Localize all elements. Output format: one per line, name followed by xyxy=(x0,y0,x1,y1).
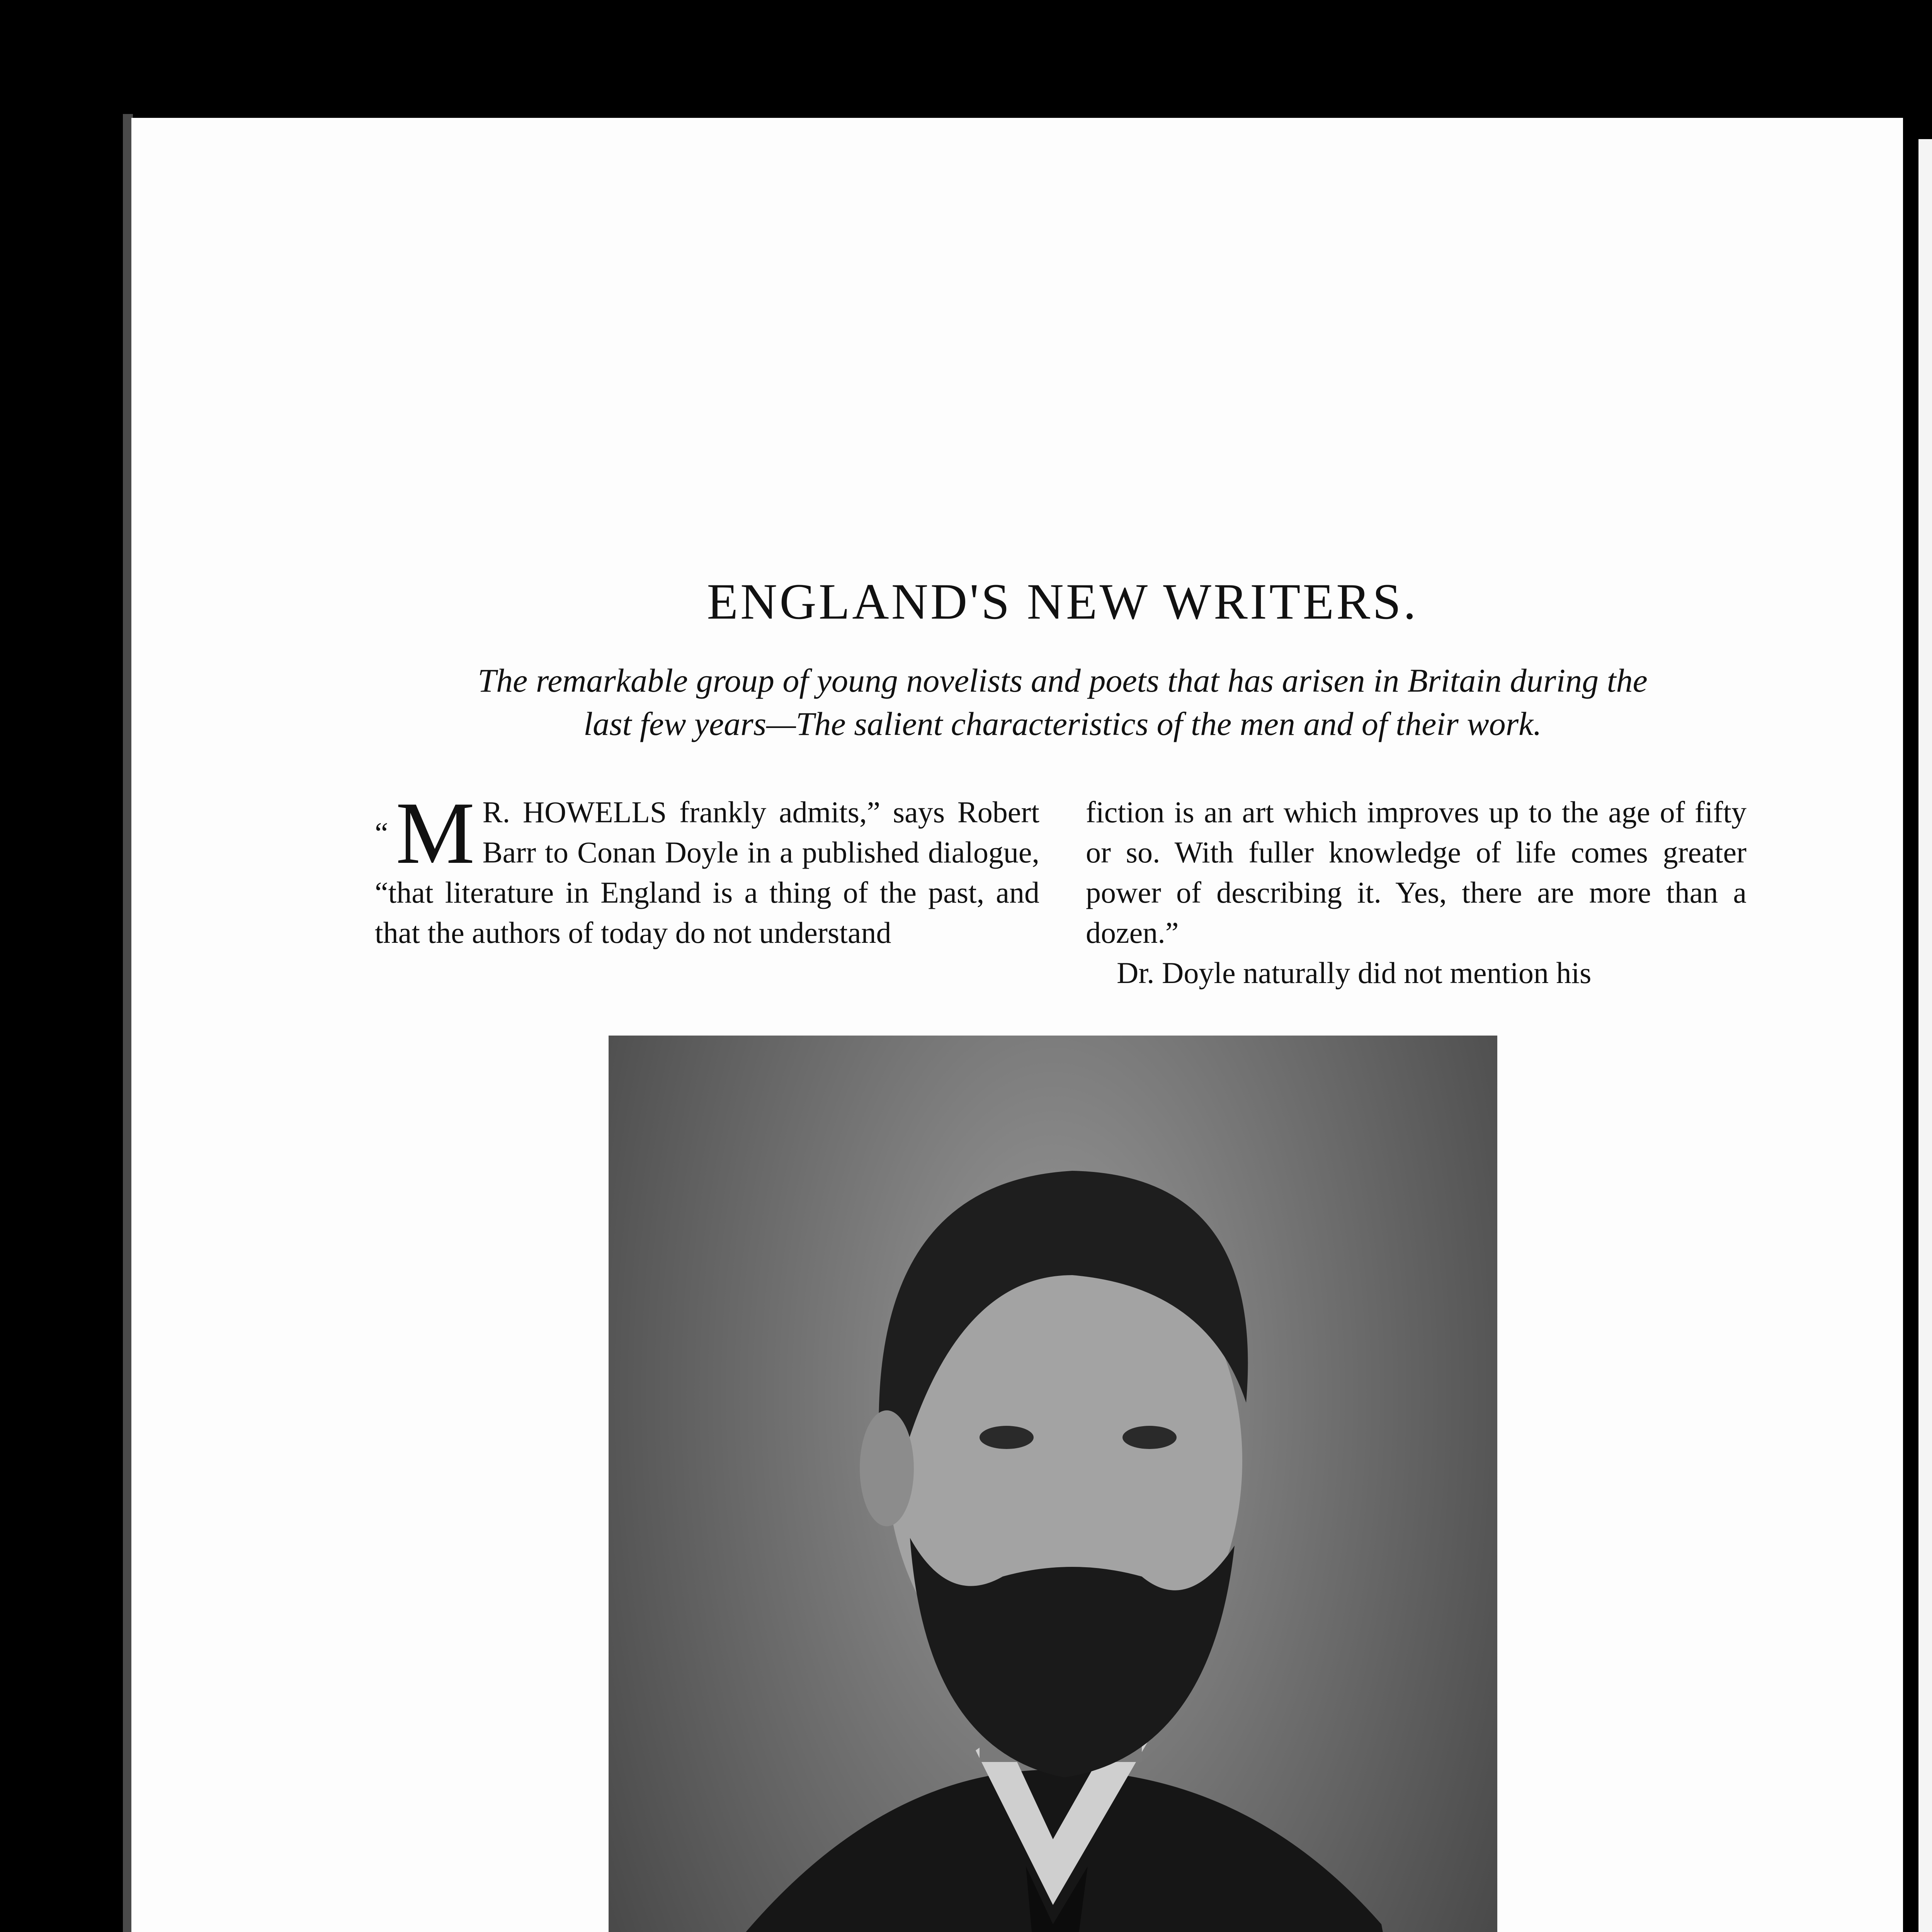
drop-cap xyxy=(375,784,475,882)
deck-line-2: last few years—The salient characteristics of the men and of their work. xyxy=(583,705,1542,742)
deck-line-1: The remarkable group of young novelists and poets that has arisen in Britain during the xyxy=(478,662,1648,699)
portrait-photograph xyxy=(609,1036,1497,1932)
opening-paragraph xyxy=(375,784,1039,953)
article-deck xyxy=(371,659,1754,745)
paragraph: fiction is an art which improves up to the age of fifty or so. With fuller knowledge of life comes greater power of describing it. Yes, there are more than a dozen.” xyxy=(1086,795,1747,949)
adjacent-page-edge xyxy=(1918,139,1932,1932)
column-top-right xyxy=(1086,792,1747,993)
drop-cap-letter: M xyxy=(396,784,475,882)
opening-quote-mark: “ xyxy=(375,816,396,850)
article-title: ENGLAND'S NEW WRITERS. xyxy=(707,573,1418,630)
column-top-left xyxy=(375,784,1039,953)
opening-text: R. HOWELLS frankly admits,” says Robert Barr to Conan Doyle in a published dialogue, “that literature in England is a thing of the past, and that the authors of today do not understand xyxy=(375,795,1039,949)
portrait-illustration xyxy=(609,1036,1497,1932)
paragraph: Dr. Doyle naturally did not mention his xyxy=(1117,956,1592,990)
